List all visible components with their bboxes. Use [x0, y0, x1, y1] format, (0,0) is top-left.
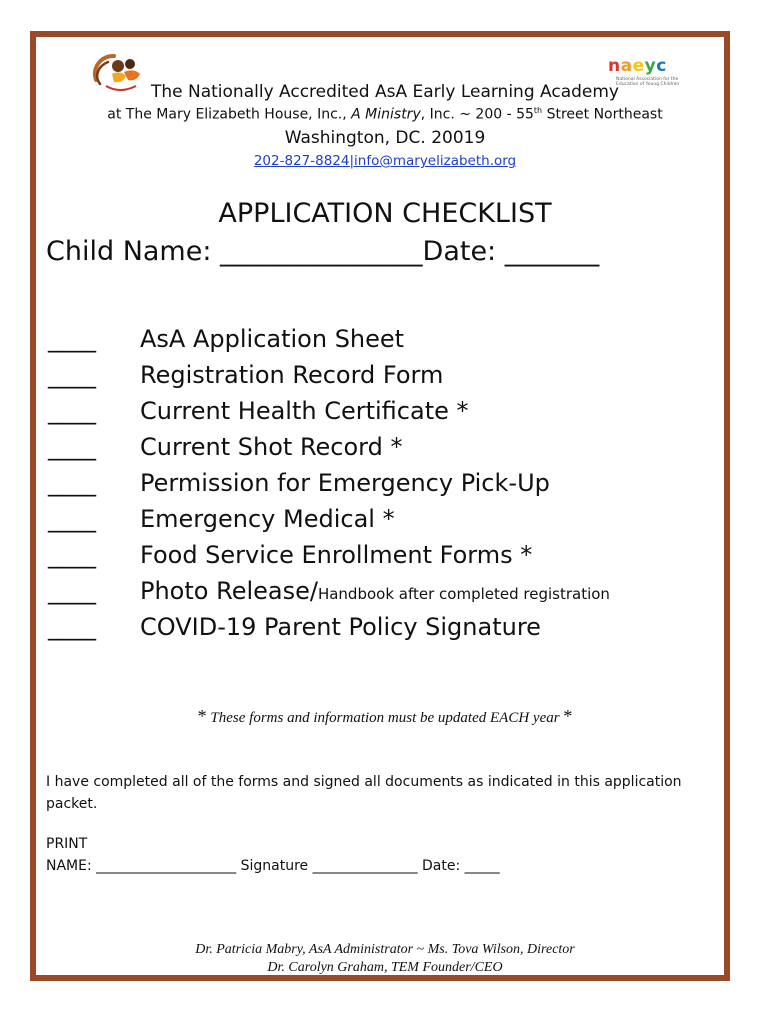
update-note: * These forms and information must be updated EACH year * — [197, 706, 573, 726]
checklist-item-label: AsA Application Sheet — [140, 325, 405, 353]
checkbox-blank[interactable]: ____ — [48, 505, 96, 533]
checklist-item-label: Permission for Emergency Pick-Up — [140, 469, 550, 497]
checkbox-blank[interactable]: ____ — [48, 325, 96, 353]
naeyc-wordmark: naeyc — [608, 56, 667, 76]
contact-link[interactable]: 202-827-8824|info@maryelizabeth.org — [253, 153, 517, 169]
name-signature-date-line[interactable]: NAME: ____________________ Signature _______________ Date: _____ — [46, 858, 500, 874]
checklist-item-label: Registration Record Form — [140, 361, 444, 389]
checklist-item — [140, 397, 469, 425]
checkbox-blank[interactable]: ____ — [48, 613, 96, 641]
checklist-item — [140, 577, 610, 605]
checklist-item — [140, 505, 395, 533]
academy-name: The Nationally Accredited AsA Early Learning Academy — [150, 82, 619, 102]
checklist-item-label: Food Service Enrollment Forms * — [140, 541, 533, 569]
form-title: APPLICATION CHECKLIST — [218, 198, 552, 229]
completion-statement: I have completed all of the forms and signed all documents as indicated in this application packet. — [46, 774, 682, 812]
checkbox-blank[interactable]: ____ — [48, 361, 96, 389]
city-line: Washington, DC. 20019 — [284, 128, 486, 148]
checklist-item — [140, 325, 404, 353]
footer-founder: Dr. Carolyn Graham, TEM Founder/CEO — [267, 960, 503, 975]
checklist-item — [140, 433, 403, 461]
footer-staff: Dr. Patricia Mabry, AsA Administrator ~ Ms. Tova Wilson, Director — [195, 942, 575, 957]
checklist-item — [140, 613, 541, 641]
checklist-item-note: Handbook after completed registration — [317, 585, 610, 603]
checklist-item-label: Photo Release/ — [140, 577, 318, 605]
checklist-item-label: Current Shot Record * — [140, 433, 403, 461]
checklist-item — [140, 469, 550, 497]
checkbox-blank[interactable]: ____ — [48, 433, 96, 461]
checklist-item-label: Emergency Medical * — [140, 505, 395, 533]
naeyc-subtitle: National Association for the Education of Young Children — [616, 77, 680, 87]
checkbox-blank[interactable]: ____ — [48, 397, 96, 425]
checkbox-blank[interactable]: ____ — [48, 469, 96, 497]
child-name-date-line[interactable]: Child Name: _______________Date: _______ — [46, 236, 600, 267]
checklist-item-label: COVID-19 Parent Policy Signature — [140, 613, 541, 641]
checklist-item — [140, 361, 443, 389]
checkbox-blank[interactable]: ____ — [48, 541, 96, 569]
address-line: at The Mary Elizabeth House, Inc., A Ministry, Inc. ~ 200 - 55th Street Northeast — [107, 106, 663, 123]
print-label: PRINT — [46, 836, 88, 852]
checklist-item — [140, 541, 532, 569]
checkbox-blank[interactable]: ____ — [48, 577, 96, 605]
checklist-item-label: Current Health Certificate * — [140, 397, 469, 425]
